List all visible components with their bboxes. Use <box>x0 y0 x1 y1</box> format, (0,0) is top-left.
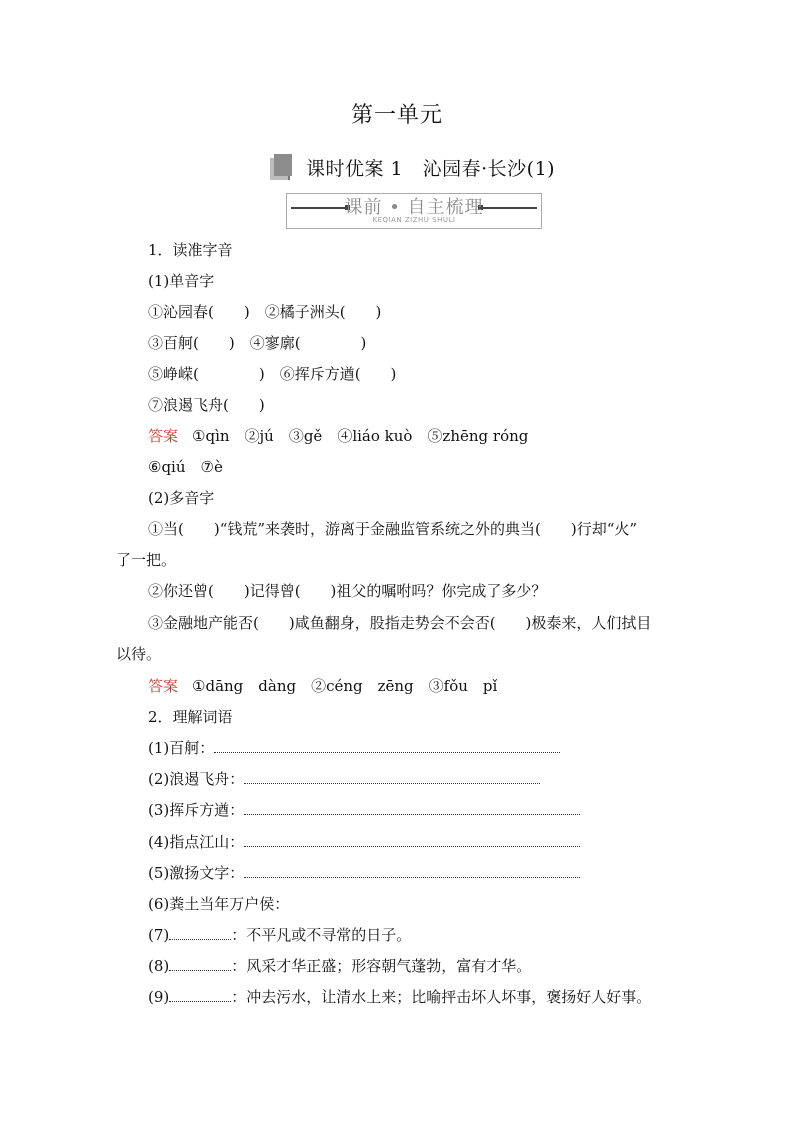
term-line <box>148 738 560 758</box>
section2-heading: 2．理解词语 <box>148 708 233 726</box>
answer-blank[interactable] <box>169 958 231 971</box>
term-definition: ：冲去污水，让清水上来；比喻抨击坏人坏事，褒扬好人好事。 <box>231 988 652 1006</box>
term-number: (7) <box>148 926 170 944</box>
term-label: (4)指点江山： <box>148 833 245 851</box>
question-line: ③金融地产能否( )咸鱼翻身，股指走势会不会否( )极泰来，人们拭目 <box>148 614 652 632</box>
answer-blank[interactable] <box>244 771 540 784</box>
multi-heading: (2)多音字 <box>148 489 215 507</box>
answer-blank[interactable] <box>244 834 580 847</box>
answer-label: 答案 <box>148 677 179 695</box>
term-definition: ：风采才华正盛；形容朝气蓬勃，富有才华。 <box>231 957 532 975</box>
term-line <box>148 925 411 945</box>
answer-blank[interactable] <box>244 802 580 815</box>
term-number: (9) <box>148 988 170 1006</box>
book-icon <box>270 154 294 180</box>
term-definition: ：不平凡或不寻常的日子。 <box>231 926 412 944</box>
answer-line <box>148 676 497 696</box>
answer-blank[interactable] <box>244 865 580 878</box>
question-line: 了一把。 <box>116 551 177 569</box>
term-label: (1)百舸： <box>148 739 215 757</box>
term-line <box>148 832 580 852</box>
lesson-header <box>270 152 555 182</box>
single-heading: (1)单音字 <box>148 272 215 290</box>
term-line <box>148 769 540 789</box>
term-line: (6)粪土当年万户侯： <box>148 895 290 913</box>
question-line: ①当( )“钱荒”来袭时，游离于金融监管系统之外的典当( )行却“火” <box>148 520 638 538</box>
banner-title: 课前 • 自主梳理 <box>344 197 484 218</box>
term-label: (3)挥斥方遒： <box>148 801 245 819</box>
answer-blank[interactable] <box>169 989 231 1002</box>
question-line: ③百舸( ) ④寥廓( ) <box>148 334 367 352</box>
question-line: ①沁园春( ) ②橘子洲头( ) <box>148 303 382 321</box>
answer-blank[interactable] <box>214 740 560 753</box>
section-banner <box>286 193 542 229</box>
term-label: (2)浪遏飞舟： <box>148 770 245 788</box>
answer-text: ①qìn ②jú ③gě ④liáo kuò ⑤zhēng róng <box>192 427 529 445</box>
answer-text: ①dāng dàng ②céng zēng ③fǒu pǐ <box>192 677 498 695</box>
question-line: ②你还曾( )记得曾( )祖父的嘱咐吗？你完成了多少？ <box>148 582 547 600</box>
question-line: ⑤峥嵘( ) ⑥挥斥方遒( ) <box>148 365 397 383</box>
answer-blank[interactable] <box>169 927 231 940</box>
term-line <box>148 863 580 883</box>
question-line: ⑦浪遏飞舟( ) <box>148 396 265 414</box>
term-line <box>148 800 580 820</box>
answer-line <box>148 426 528 446</box>
term-number: (8) <box>148 957 170 975</box>
banner-subtitle: KEQIAN ZIZHU SHULI <box>372 216 456 224</box>
answer-line: ⑥qiú ⑦è <box>148 458 223 476</box>
term-label: (5)激扬文字： <box>148 864 245 882</box>
lesson-title: 课时优案 1 沁园春·长沙(1) <box>306 157 556 180</box>
question-line: 以待。 <box>116 645 162 663</box>
term-line <box>148 956 531 976</box>
term-line <box>148 987 651 1007</box>
unit-title: 第一单元 <box>350 103 443 128</box>
section1-heading: 1．读准字音 <box>148 241 233 259</box>
answer-label: 答案 <box>148 427 179 445</box>
